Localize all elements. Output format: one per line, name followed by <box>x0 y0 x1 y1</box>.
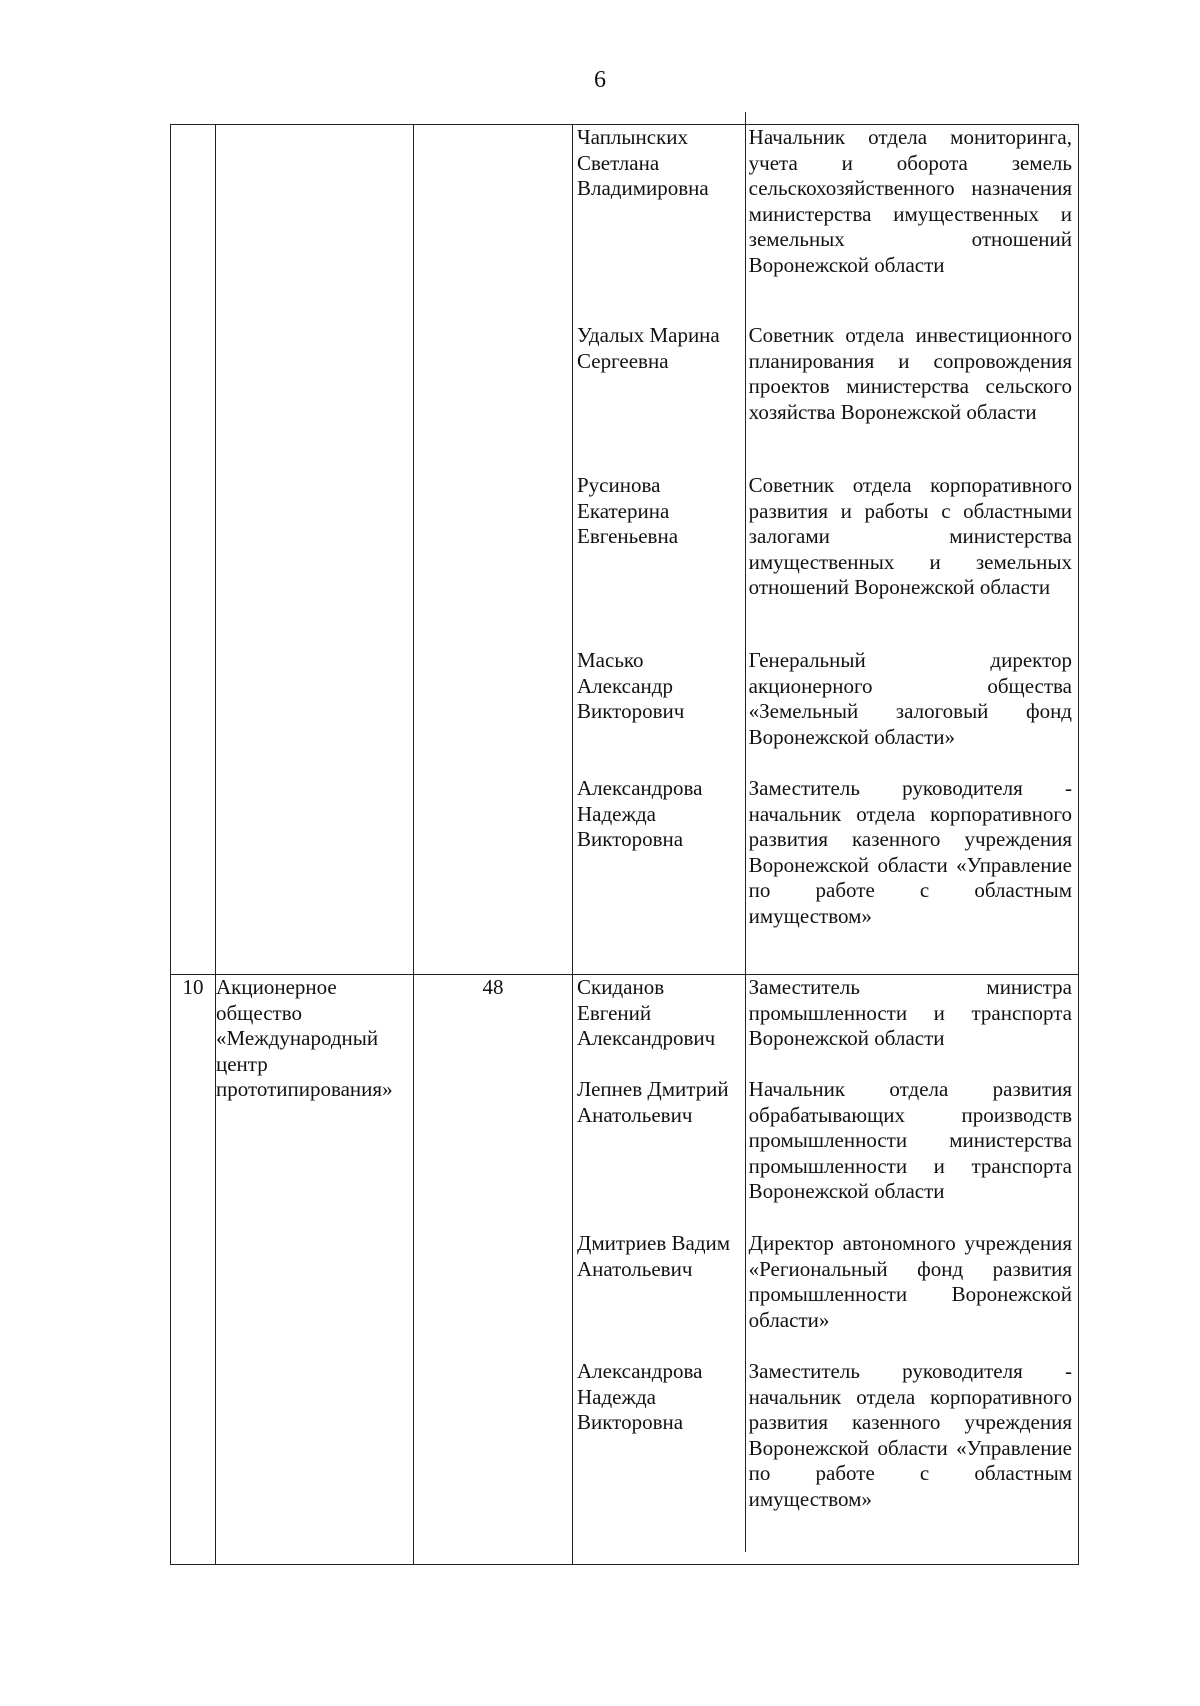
member-entry <box>573 975 1078 1077</box>
page-number: 6 <box>594 67 606 93</box>
column-divider <box>745 962 746 1552</box>
member-position: Директор автономного учреждения «Региональный фонд развития промышленности Воронежской области» <box>748 1231 1072 1332</box>
member-position: Заместитель руководителя - начальник отдела корпоративного развития казенного учреждения Воронежской области «Управление по работе с областным имуществом» <box>748 1359 1072 1511</box>
row-number <box>171 125 216 975</box>
row-number: 10 <box>171 975 216 1565</box>
member-name: Александрова Надежда Викторовна <box>577 776 703 851</box>
members-cell <box>573 975 1079 1565</box>
member-entry <box>573 473 1078 648</box>
member-entry <box>573 323 1078 473</box>
member-name: Чаплынских Светлана Владимировна <box>577 125 709 200</box>
members-cell <box>573 125 1079 975</box>
member-position: Генеральный директор акционерного общества «Земельный залоговый фонд Воронежской области» <box>748 648 1072 749</box>
member-name: Лепнев Дмитрий Анатольевич <box>577 1077 729 1127</box>
table-row <box>171 125 1079 975</box>
member-name: Скиданов Евгений Александрович <box>577 975 716 1050</box>
member-name: Дмитриев Вадим Анатольевич <box>577 1231 731 1281</box>
member-entry <box>573 1231 1078 1359</box>
member-position: Начальник отдела развития обрабатывающих производств промышленности министерства промышленности и транспорта Воронежской области <box>748 1077 1072 1203</box>
table-row <box>171 975 1079 1565</box>
member-entry <box>573 776 1078 961</box>
member-position: Заместитель министра промышленности и транспорта Воронежской области <box>748 975 1072 1050</box>
member-position: Советник отдела корпоративного развития и работы с областными залогами министерства имущественных и земельных отношений Воронежской области <box>748 473 1072 599</box>
member-position: Советник отдела инвестиционного планирования и сопровождения проектов министерства сельского хозяйства Воронежской области <box>748 323 1072 424</box>
organization-name <box>216 125 414 975</box>
member-position: Начальник отдела мониторинга, учета и оборота земель сельскохозяйственного назначения министерства имущественных и земельных отношений Воронежской области <box>748 125 1072 277</box>
member-name: Русинова Екатерина Евгеньевна <box>577 473 679 548</box>
member-entry <box>573 648 1078 776</box>
share-count <box>414 125 573 975</box>
member-name: Александрова Надежда Викторовна <box>577 1359 703 1434</box>
member-entry <box>573 1077 1078 1231</box>
organization-name: Акционерное общество «Международный центр прототипирования» <box>216 975 414 1565</box>
member-entry <box>573 1359 1078 1549</box>
member-name: Масько Александр Викторович <box>577 648 685 723</box>
commission-table <box>170 124 1079 1565</box>
member-entry <box>573 125 1078 323</box>
member-name: Удалых Марина Сергеевна <box>577 323 720 373</box>
share-count: 48 <box>414 975 573 1565</box>
column-divider <box>745 112 746 962</box>
member-position: Заместитель руководителя - начальник отдела корпоративного развития казенного учреждения Воронежской области «Управление по работе с областным имуществом» <box>748 776 1072 928</box>
